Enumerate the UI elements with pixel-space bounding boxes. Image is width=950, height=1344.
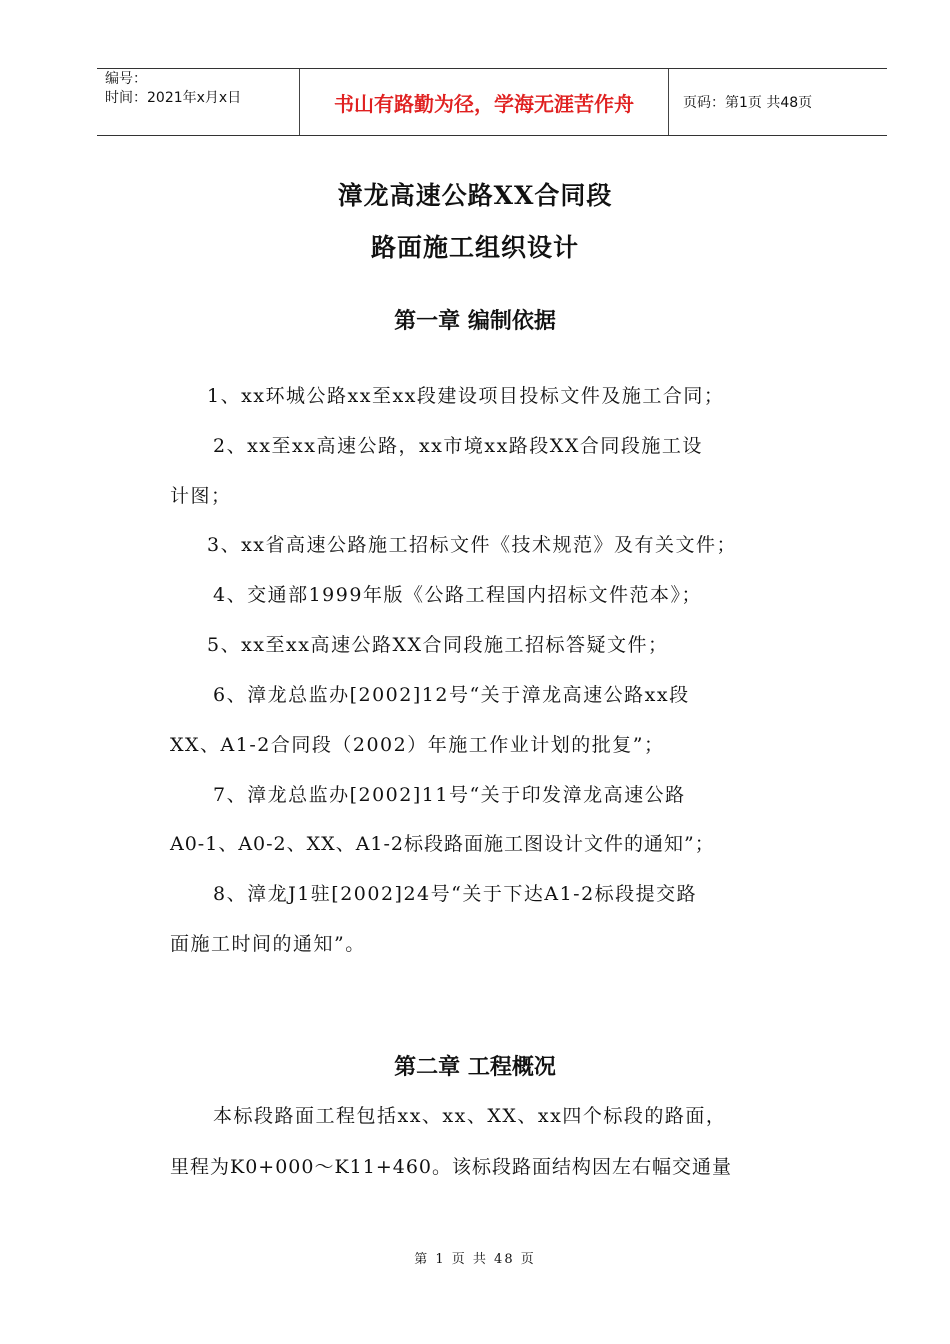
paragraph-line: 8、漳龙J1驻[2002]24号“关于下达A1-2标段提交路 — [213, 883, 698, 905]
header-page-info: 页码：第1页 共48页 — [683, 95, 813, 111]
document-subtitle: 路面施工组织设计 — [370, 233, 579, 262]
header-motto: 书山有路勤为径，学海无涯苦作舟 — [299, 69, 669, 135]
paragraph-line: 6、漳龙总监办[2002]12号“关于漳龙高速公路xx段 — [213, 684, 690, 706]
number-label: 编号： — [105, 71, 147, 87]
paragraph-line: 4、交通部1999年版《公路工程国内招标文件范本》； — [213, 584, 702, 606]
time-label: 时间：2021年x月x日 — [105, 90, 242, 106]
paragraph-line: 5、xx至xx高速公路XX合同段施工招标答疑文件； — [207, 634, 669, 656]
page-footer: 第 1 页 共 48 页 — [414, 1252, 536, 1267]
header-meta — [97, 69, 299, 135]
chapter-2-heading: 第二章 工程概况 — [394, 1055, 556, 1080]
paragraph-line: XX、A1-2合同段（2002）年施工作业计划的批复”； — [170, 734, 665, 756]
paragraph-line: 里程为K0+000～K11+460。该标段路面结构因左右幅交通量 — [170, 1156, 733, 1178]
paragraph-line: 1、xx环城公路xx至xx段建设项目投标文件及施工合同； — [207, 385, 725, 407]
paragraph-line: 2、xx至xx高速公路，xx市境xx路段XX合同段施工设 — [213, 435, 703, 457]
paragraph-line: 7、漳龙总监办[2002]11号“关于印发漳龙高速公路 — [213, 784, 686, 806]
paragraph-line: 本标段路面工程包括xx、xx、XX、xx四个标段的路面， — [213, 1105, 727, 1127]
page-header — [97, 68, 887, 136]
paragraph-line: 3、xx省高速公路施工招标文件《技术规范》及有关文件； — [207, 534, 738, 556]
paragraph-line: 计图； — [170, 485, 232, 507]
chapter-1-heading: 第一章 编制依据 — [394, 309, 556, 334]
paragraph-line: 面施工时间的通知”。 — [170, 933, 366, 955]
document-title: 漳龙高速公路XX合同段 — [337, 181, 613, 210]
paragraph-line: A0-1、A0-2、XX、A1-2标段路面施工图设计文件的通知”； — [170, 833, 715, 855]
